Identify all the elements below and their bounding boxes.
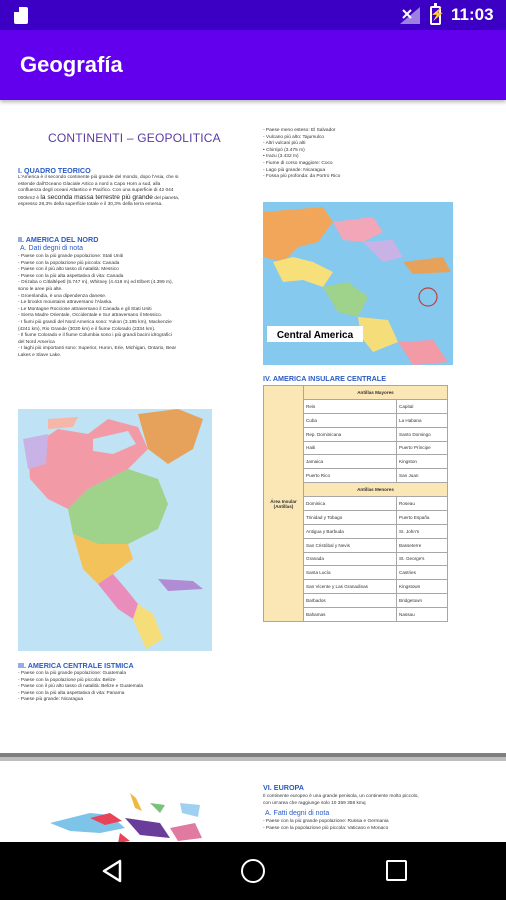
list-line: • Irazu (3.432 m) bbox=[263, 154, 299, 160]
table-cell: Basseterre bbox=[397, 538, 448, 552]
table-cell: Puerto España bbox=[397, 510, 448, 524]
table-cell: St. George's bbox=[397, 552, 448, 566]
list-line: Lakes e Slave Lake. bbox=[18, 352, 62, 358]
list-line: - Sierra Madre Orientale, Occidentale e Sur attraversano il Messico. bbox=[18, 313, 162, 319]
list-line: - Paese con la più grande popolazione: Guatemala bbox=[18, 671, 127, 676]
table-cell: Granada bbox=[304, 552, 397, 566]
section-heading-north-america: II. AMERICA DEL NORD bbox=[18, 235, 99, 244]
central-america-map bbox=[263, 202, 453, 365]
table-cell: Rep. Dominicana bbox=[304, 427, 397, 441]
table-cell: Santa Lucía bbox=[304, 566, 397, 580]
section-text-theory: L'America è il secondo continente più grande del mondo, dopo l'Asia, che si estende dall'Oceano Glaciale Artico a nord a Capo Horn a sud, alla confluenza degli oceani Atlantico e Pacifico. Con una superficie di 42 044 000km2 è la seconda massa terrestre più grande del pianeta, espresso 28,3% della superficie totale e il 30,3% della terra emersa. bbox=[18, 175, 180, 208]
list-line: - Orizaba o Citlaltépetl (5.747 m), Whitney (4.418 m) ed Elbert (4.399 m), bbox=[18, 280, 173, 286]
central-america-map-label: Central America bbox=[276, 330, 354, 341]
list-line: - Paese con il più alto tasso di natalità: Messico bbox=[18, 267, 119, 273]
list-line: - Le brooks mountains attraversano l'Alaska. bbox=[18, 300, 113, 306]
table-cell: Haiti bbox=[304, 441, 397, 455]
document-page-2 bbox=[0, 761, 506, 842]
section-heading-central-america: III. AMERICA CENTRALE ISTMICA bbox=[18, 661, 134, 670]
list-line: - I fiumi più grandi del Nord America sono: Yukon (3.185 km), Mackenzie bbox=[18, 319, 172, 325]
list-line: (4241 km), Rio Grande (3030 km) e il fiume Colorado (2334 km). bbox=[18, 326, 156, 332]
table-cell: Antillas Menores bbox=[304, 483, 448, 497]
table-cell: Área Insular (Antillas) bbox=[264, 386, 304, 622]
table-cell: Puerto Rico bbox=[304, 469, 397, 483]
sd-card-icon bbox=[14, 7, 28, 24]
app-bar bbox=[0, 30, 506, 100]
north-america-map bbox=[18, 409, 212, 651]
table-cell: San Juan bbox=[397, 469, 448, 483]
table-cell: Castries bbox=[397, 566, 448, 580]
table-cell: Kingstown bbox=[397, 580, 448, 594]
list-line: - Paese con la più alta aspettativa di vita: Panama bbox=[18, 690, 125, 696]
table-cell: San Vicente y Las Granadinas bbox=[304, 580, 397, 594]
list-line: - Paese più grande: Nicaragua bbox=[18, 697, 84, 703]
table-cell: San Cristóbal y Nevis bbox=[304, 538, 397, 552]
list-europe: - Paese con la più grande popolazione: Russia e Germania - Paese con la popolazione più piccola: Vaticano e Monaco bbox=[263, 819, 389, 831]
subheading-north-america-facts: A. Dati degni di nota bbox=[20, 245, 84, 252]
table-cell: Jamaica bbox=[304, 455, 397, 469]
list-central-america bbox=[18, 671, 143, 704]
table-cell: Cuba bbox=[304, 413, 397, 427]
list-line: - Il fiume Colorado e il fiume Columbia sono i più grandi bacini idrografici bbox=[18, 333, 172, 339]
list-line: - Vulcano più alto: Tajumulco bbox=[263, 134, 325, 140]
document-viewer[interactable] bbox=[0, 100, 506, 842]
home-icon[interactable] bbox=[241, 859, 265, 883]
navigation-bar bbox=[0, 842, 506, 900]
app-title: Geografía bbox=[20, 52, 123, 77]
list-line: - Paese con la più grande popolazione: Stati Uniti bbox=[18, 254, 124, 259]
list-line: - Paese con la più alta aspettativa di vita: Canada bbox=[18, 273, 124, 279]
section-heading-europe: VI. EUROPA bbox=[263, 783, 305, 792]
battery-charging-icon bbox=[430, 6, 441, 25]
list-line: - I laghi più importanti sono: Superior, Huron, Erie, Michigan, Ontario, Bear bbox=[18, 346, 177, 352]
antilles-table bbox=[263, 385, 448, 622]
table-cell: Dominica bbox=[304, 497, 397, 511]
list-line: - Lago più grande: Nicaragua bbox=[263, 167, 326, 173]
table-cell: Santo Domingo bbox=[397, 427, 448, 441]
table-cell: La Habana bbox=[397, 413, 448, 427]
table-cell: Bahamas bbox=[304, 608, 397, 622]
list-line: • Chirripó (3.475 m) bbox=[263, 147, 305, 153]
signal-off-icon bbox=[400, 7, 420, 24]
table-cell: Trinidad y Tobago bbox=[304, 510, 397, 524]
table-cell: Kingston bbox=[397, 455, 448, 469]
list-line: - Groenlandia, è una dipendenza danese. bbox=[18, 293, 107, 299]
table-cell: Reis bbox=[304, 399, 397, 413]
list-line: - Fossa più profonda: da Portro Rico bbox=[263, 174, 341, 180]
table-cell: Antillas Mayores bbox=[304, 386, 448, 400]
table-cell: Barbados bbox=[304, 594, 397, 608]
list-north-america bbox=[18, 254, 176, 360]
table-cell: Bridgetown bbox=[397, 594, 448, 608]
list-line: del Nord America bbox=[18, 339, 55, 345]
list-line: - Paese con la popolazione più piccola: Canada bbox=[18, 260, 120, 266]
list-line: - Le Montagne Rocciose attraversano il Canada e gli Stati Uniti bbox=[18, 306, 152, 312]
status-bar bbox=[0, 0, 506, 30]
subheading-europe-facts: A. Fatti degni di nota bbox=[265, 810, 330, 817]
table-row bbox=[264, 386, 448, 400]
table-cell: Antigua y Barbuda bbox=[304, 524, 397, 538]
list-line: sono le aree più alte. bbox=[18, 286, 63, 292]
table-cell: Capital bbox=[397, 399, 448, 413]
section-heading-insular-america: IV. AMERICA INSULARE CENTRALE bbox=[263, 374, 386, 383]
europe-intro: Il continente europeo è una grande penisola, un continente molto piccolo, con un'area che raggiunge solo 10 359 358 kmq bbox=[263, 794, 419, 806]
caribbean-map-thumbnail bbox=[30, 783, 230, 842]
table-cell: Roseau bbox=[397, 497, 448, 511]
table-cell: Puerto Príncipe bbox=[397, 441, 448, 455]
section-heading-theory: I. QUADRO TEORICO bbox=[18, 166, 91, 175]
document-page bbox=[0, 100, 506, 753]
table-cell: St. John's bbox=[397, 524, 448, 538]
page-title: CONTINENTI – GEOPOLITICA bbox=[48, 131, 221, 145]
list-line: - Paese con il più alto tasso di natalità: Belize e Guatemala bbox=[18, 684, 144, 690]
table-cell: Nassau bbox=[397, 608, 448, 622]
recent-apps-icon[interactable] bbox=[386, 860, 407, 881]
clock: 11:03 bbox=[451, 5, 494, 24]
back-icon[interactable] bbox=[101, 859, 123, 883]
list-central-america-continued bbox=[263, 128, 340, 181]
list-line: - Paese meno esteso: El Salvador bbox=[263, 128, 336, 133]
list-line: - Paese con la popolazione più piccola: Belize bbox=[18, 677, 116, 683]
list-line: - Altri vulcani più alti bbox=[263, 141, 306, 147]
list-line: - Fiume di corso maggiore: Coco bbox=[263, 160, 333, 166]
